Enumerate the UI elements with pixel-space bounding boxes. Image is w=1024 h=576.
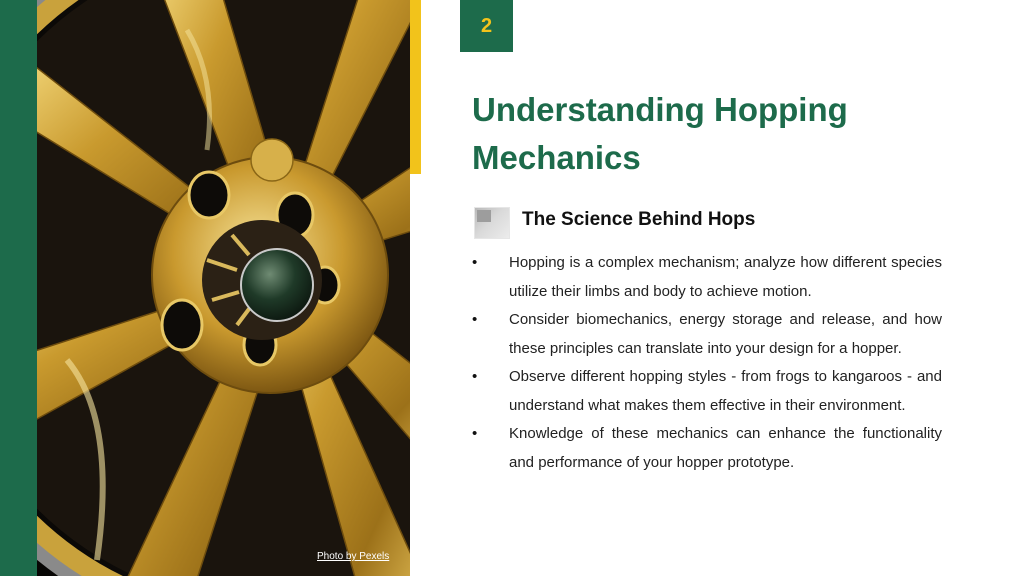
slide-title: Understanding Hopping Mechanics xyxy=(472,91,848,176)
bullet-item xyxy=(472,363,942,420)
subtitle-icon xyxy=(474,207,510,239)
bullet-marker: • xyxy=(472,254,478,271)
gold-wheel-image xyxy=(37,0,410,576)
bullet-list xyxy=(472,249,942,477)
bullet-text: Consider biomechanics, energy storage and release, and how these principles can translate into your design for a hopper. xyxy=(509,311,942,357)
bullet-item xyxy=(472,249,942,306)
slide-number: 2 xyxy=(480,14,493,37)
wheel-photo xyxy=(37,0,410,576)
bullet-marker: • xyxy=(472,425,478,442)
yellow-accent-bar xyxy=(410,0,421,174)
bullet-text: Hopping is a complex mechanism; analyze how different species utilize their limbs and body to achieve motion. xyxy=(509,254,942,300)
slide-subtitle: The Science Behind Hops xyxy=(522,209,756,230)
bullet-marker: • xyxy=(472,311,478,328)
bullet-marker: • xyxy=(472,368,478,385)
photo-credit-link[interactable]: Photo by Pexels xyxy=(317,551,390,562)
slide-number-badge xyxy=(460,0,513,52)
bullet-item xyxy=(472,420,942,477)
bullet-item xyxy=(472,306,942,363)
bullet-text: Knowledge of these mechanics can enhance the functionality and performance of your hopper prototype. xyxy=(509,425,942,471)
bullet-text: Observe different hopping styles - from frogs to kangaroos - and understand what makes them effective in their environment. xyxy=(509,368,942,414)
left-accent-stripe xyxy=(0,0,37,576)
